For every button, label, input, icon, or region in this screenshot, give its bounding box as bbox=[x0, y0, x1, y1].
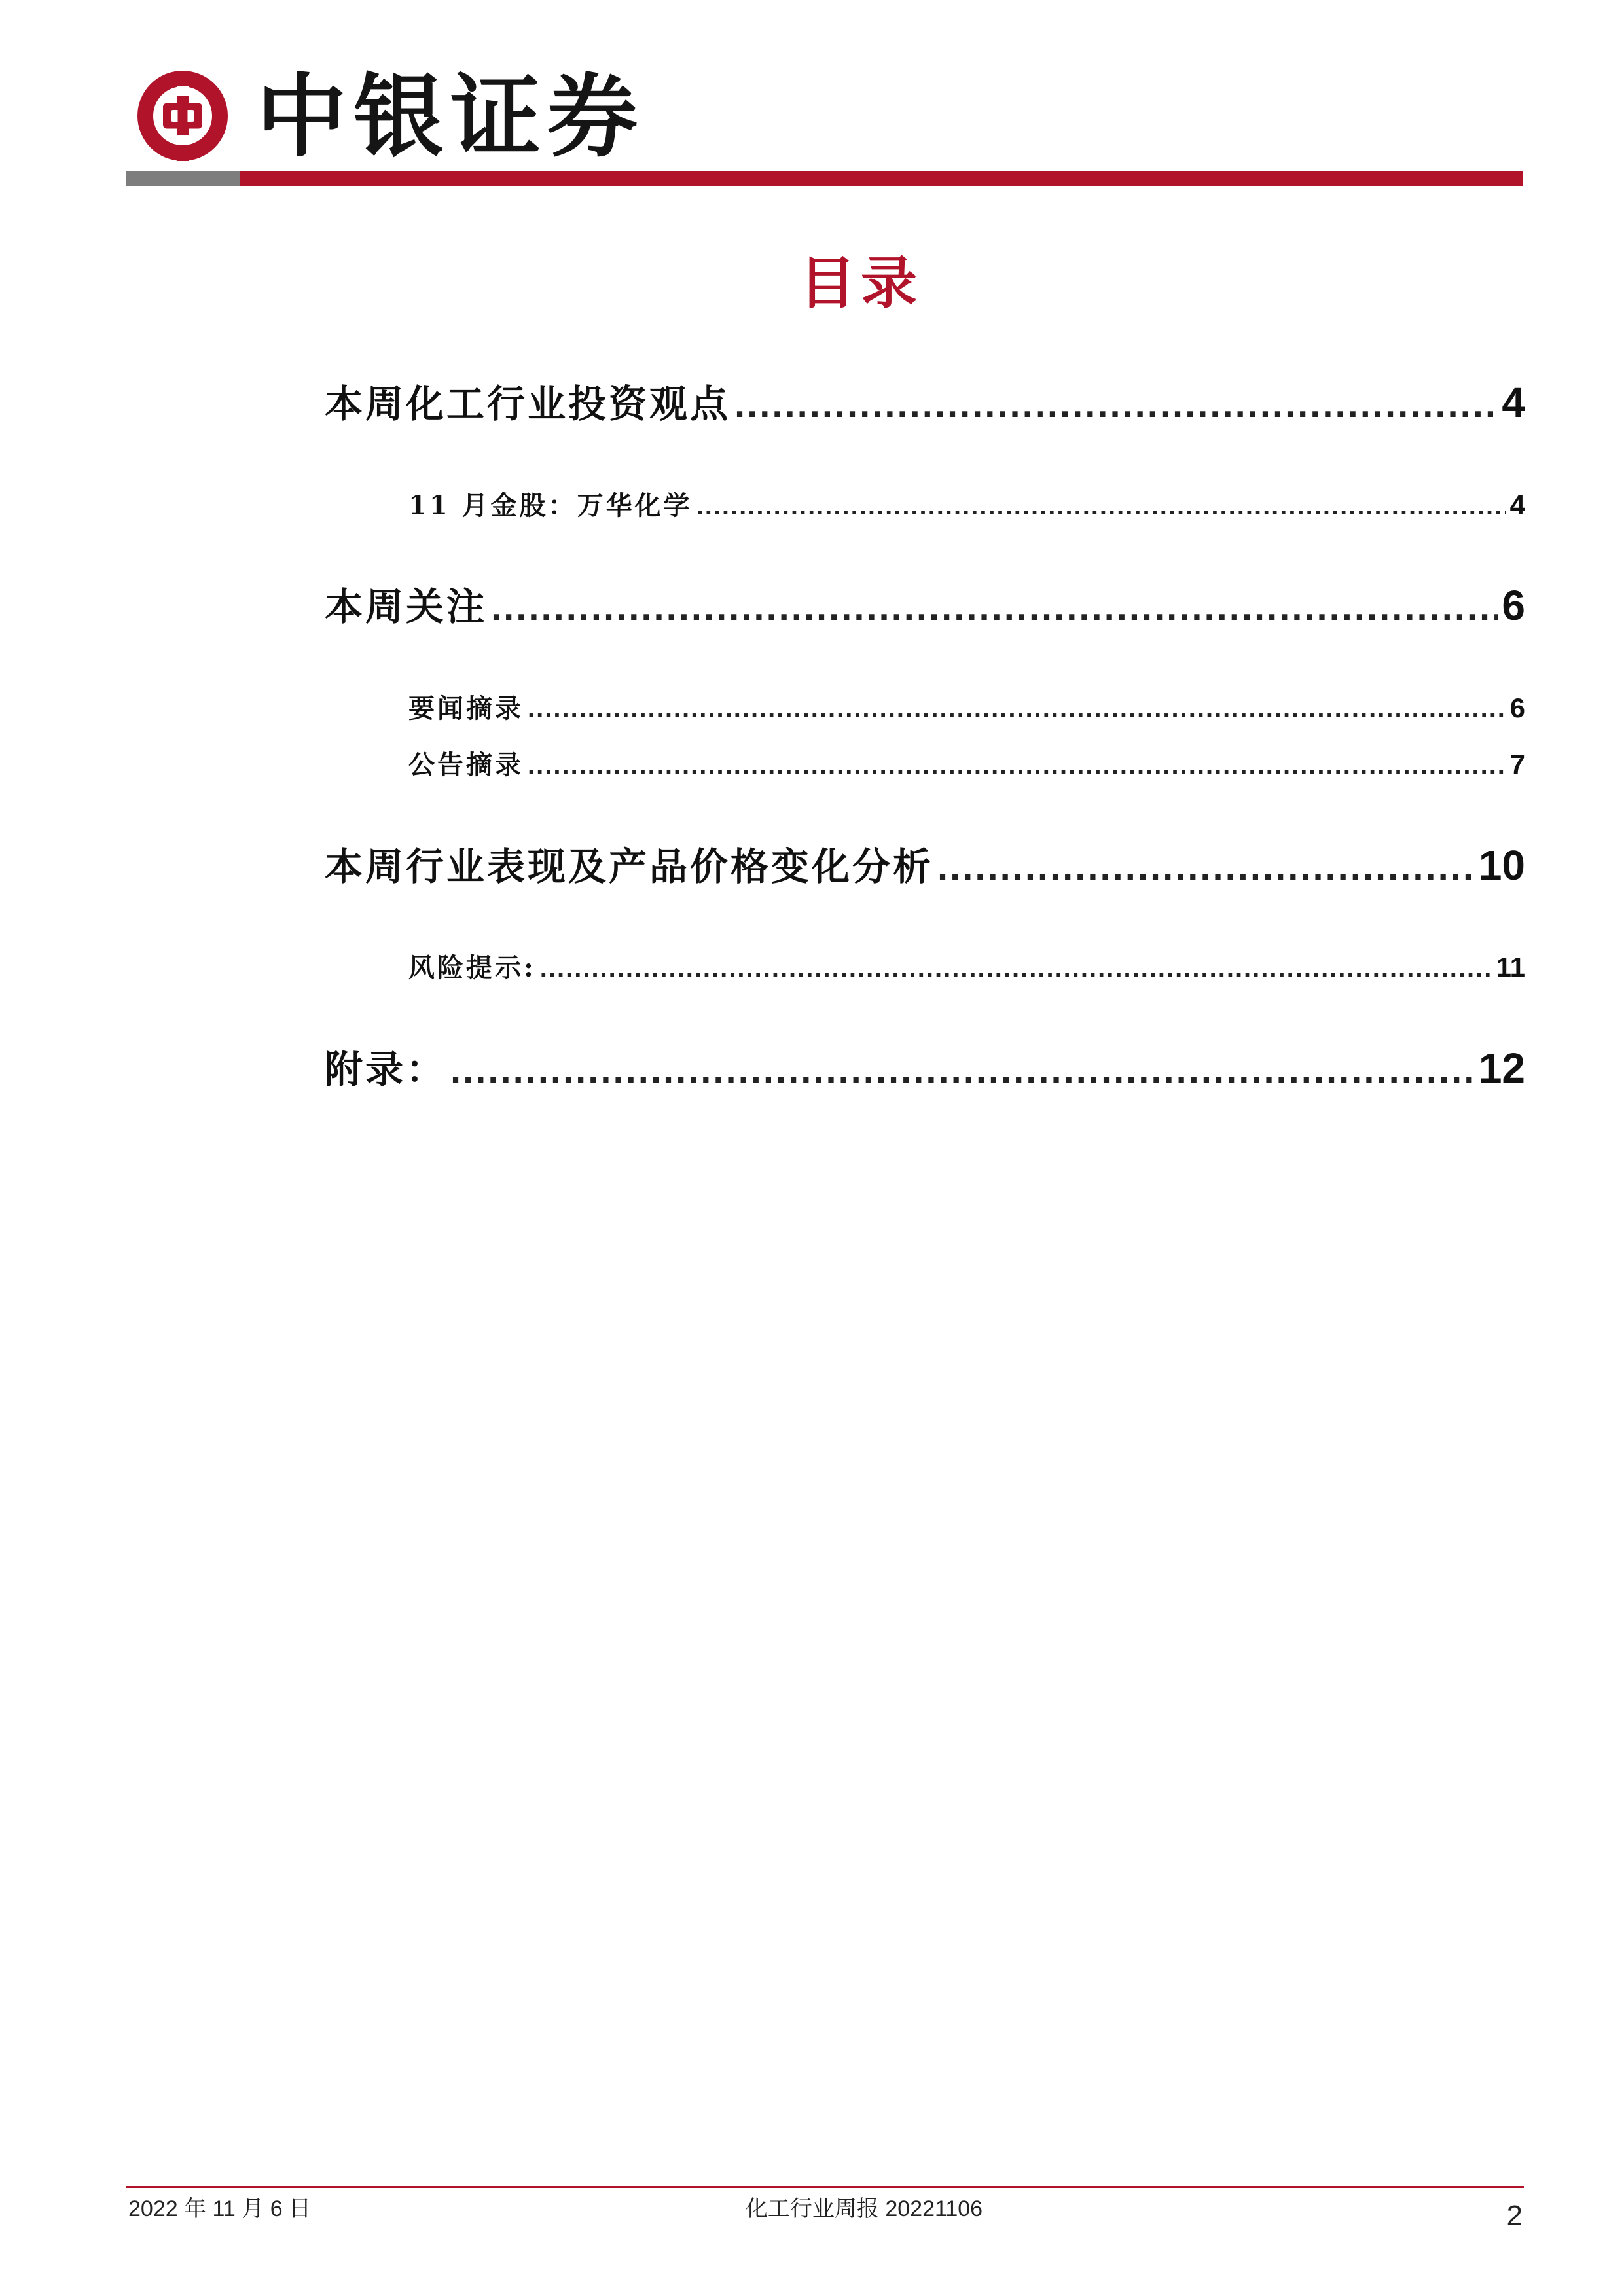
toc-entry-label: 公告摘录 bbox=[408, 749, 524, 780]
footer-page-number: 2 bbox=[1506, 2200, 1523, 2232]
footer-date: 2022 年 11 月 6 日 bbox=[128, 2197, 312, 2221]
toc-entry-page: 4 bbox=[1502, 379, 1525, 426]
toc-entry[interactable] bbox=[408, 745, 1525, 784]
toc-dot-leader bbox=[540, 948, 1492, 987]
toc-entry-label: 本周关注 bbox=[325, 584, 488, 629]
toc-dot-leader bbox=[937, 838, 1475, 895]
toc-entry-page: 6 bbox=[1502, 582, 1525, 629]
toc-entry-page: 7 bbox=[1509, 749, 1525, 780]
toc-entry-label: 本周行业表现及产品价格变化分析 bbox=[325, 844, 934, 889]
toc-title-container bbox=[753, 247, 969, 319]
toc-dot-leader bbox=[734, 375, 1498, 432]
toc-entry-page: 10 bbox=[1478, 842, 1525, 889]
header-bar-grey bbox=[126, 171, 240, 186]
toc-entry[interactable] bbox=[325, 1039, 1525, 1098]
toc-entry-label: 风险提示: bbox=[408, 952, 536, 983]
toc-title: 目录 bbox=[799, 250, 922, 316]
toc-dot-leader bbox=[450, 1041, 1475, 1098]
toc-entry-label: 本周化工行业投资观点 bbox=[325, 382, 731, 426]
toc-entry[interactable] bbox=[408, 689, 1525, 728]
brand-name: 中银证券 bbox=[257, 63, 645, 170]
toc-entry-label: 要闻摘录 bbox=[408, 693, 524, 724]
bank-of-china-logo-icon bbox=[134, 67, 232, 165]
header-bar-red bbox=[240, 171, 1523, 186]
toc-entry-page: 6 bbox=[1509, 692, 1525, 723]
toc-dot-leader bbox=[528, 745, 1506, 784]
toc-dot-leader bbox=[696, 486, 1506, 525]
toc-entry[interactable] bbox=[325, 576, 1525, 635]
toc-entry[interactable] bbox=[325, 373, 1525, 432]
toc-dot-leader bbox=[528, 689, 1506, 728]
toc-entry-label: 11 月金股：万华化学 bbox=[408, 490, 693, 521]
footer-report-name: 化工行业周报 20221106 bbox=[745, 2197, 983, 2221]
toc-entry[interactable] bbox=[325, 836, 1525, 895]
toc-entry-page: 11 bbox=[1496, 952, 1525, 982]
footer-rule bbox=[126, 2186, 1524, 2188]
toc-dot-leader bbox=[491, 578, 1498, 635]
toc-entry-page: 12 bbox=[1478, 1045, 1525, 1092]
toc-entry-page: 4 bbox=[1509, 490, 1525, 520]
toc-entry[interactable] bbox=[408, 948, 1525, 987]
toc-entry-label: 附录： bbox=[325, 1047, 447, 1092]
toc-entry[interactable] bbox=[408, 486, 1525, 525]
